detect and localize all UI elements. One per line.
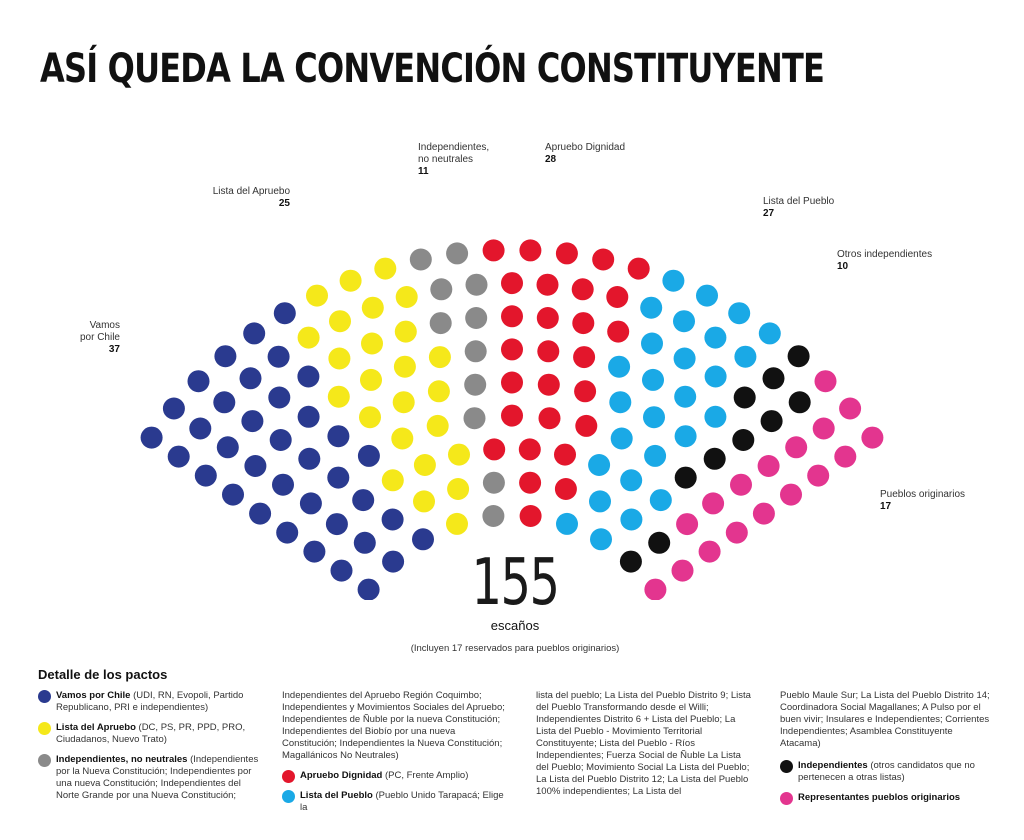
seat-pueblos-originarios	[861, 427, 883, 449]
seat-lista-del-apruebo	[414, 454, 436, 476]
seat-independientes-no-neutrales	[465, 307, 487, 329]
seat-vamos-por-chile	[327, 425, 349, 447]
seat-apruebo-dignidad	[537, 274, 559, 296]
seat-lista-del-pueblo	[642, 369, 664, 391]
seat-apruebo-dignidad	[556, 242, 578, 264]
legend-item	[38, 690, 260, 714]
legend-swatch	[38, 690, 51, 703]
legend-item-name: Lista del Pueblo	[300, 790, 373, 801]
seat-vamos-por-chile	[303, 541, 325, 563]
seat-vamos-por-chile	[298, 406, 320, 428]
legend-column-1	[38, 690, 260, 810]
group-label-count: 27	[763, 208, 775, 219]
seat-lista-del-apruebo	[382, 469, 404, 491]
seat-independientes-no-neutrales	[464, 374, 486, 396]
group-label-count: 10	[837, 261, 849, 272]
group-label-4	[545, 142, 685, 166]
legend-swatch	[282, 770, 295, 783]
seat-independientes-no-neutrales	[446, 242, 468, 264]
seat-vamos-por-chile	[217, 436, 239, 458]
seat-pueblos-originarios	[672, 560, 694, 582]
seat-independientes-no-neutrales	[464, 407, 486, 429]
legend-item-desc: (Pueblo Unido Tarapacá; Elige la	[300, 790, 504, 813]
group-label-text: Otros independientes	[837, 249, 933, 260]
seat-lista-del-apruebo	[429, 346, 451, 368]
seat-lista-del-pueblo	[696, 285, 718, 307]
legend-swatch	[780, 792, 793, 805]
seat-otros-independientes	[675, 467, 697, 489]
seat-vamos-por-chile	[240, 367, 262, 389]
seat-vamos-por-chile	[352, 489, 374, 511]
seat-pueblos-originarios	[834, 446, 856, 468]
total-seats-number: 155	[471, 546, 559, 620]
seat-lista-del-pueblo	[590, 528, 612, 550]
seat-apruebo-dignidad	[537, 340, 559, 362]
group-label-count: 11	[418, 166, 429, 177]
seat-vamos-por-chile	[300, 492, 322, 514]
group-label-text: Pueblos originarios	[880, 489, 966, 500]
legend-swatch	[38, 754, 51, 767]
seat-otros-independientes	[789, 391, 811, 413]
group-label-text: Vamos	[89, 320, 120, 331]
seat-lista-del-apruebo	[391, 428, 413, 450]
seat-lista-del-pueblo	[662, 270, 684, 292]
seat-vamos-por-chile	[276, 522, 298, 544]
group-label-text: por Chile	[79, 332, 120, 343]
legend-item-name: Independientes, no neutrales	[56, 754, 188, 765]
seat-lista-del-pueblo	[641, 333, 663, 355]
group-label-count: 25	[278, 198, 290, 209]
total-seats	[455, 548, 575, 633]
seat-lista-del-apruebo	[394, 356, 416, 378]
legend-swatch	[282, 790, 295, 803]
seat-otros-independientes	[732, 429, 754, 451]
legend-text: Pueblo Maule Sur; La Lista del Pueblo Distrito 14; Coordinadora Social Magallanes; A Pulso por el buen vivir; Insulares e Independientes; Corrientes Independientes; Asamblea Constituyente Atacama)	[780, 690, 990, 749]
group-label-text: Lista del Pueblo	[763, 196, 835, 207]
legend-item-desc: (UDI, RN, Evopoli, Partido Republicano, PRI e independientes)	[56, 690, 244, 713]
group-label-3	[418, 142, 538, 178]
seat-otros-independientes	[704, 448, 726, 470]
seat-lista-del-pueblo	[608, 356, 630, 378]
seat-apruebo-dignidad	[592, 249, 614, 271]
seat-vamos-por-chile	[270, 429, 292, 451]
legend-item	[38, 754, 260, 802]
legend-swatch	[780, 760, 793, 773]
seat-lista-del-pueblo	[674, 348, 696, 370]
legend-item	[282, 770, 512, 782]
group-label-count: 17	[880, 501, 892, 512]
group-label-text: no neutrales	[418, 154, 474, 165]
seat-apruebo-dignidad	[573, 346, 595, 368]
legend-text: lista del pueblo; La Lista del Pueblo Distrito 9; Lista del Pueblo Transformando desde el Willi; Independientes Distrito 6 + Lista del Pueblo; La Lista del Pueblo - Movimiento Territorial Constituyente; Lista del Pueblo - Ríos Independientes; Fuerza Social de Ñuble La Lista del Pueblo; Movimiento Social La Lista del Pueblo; La Lista del Pueblo Distrito 12; La Lista del Pueblo 100% independientes; La Lista del	[536, 690, 751, 797]
legend-item-name: Independientes	[798, 760, 868, 771]
seat-vamos-por-chile	[358, 445, 380, 467]
seat-lista-del-apruebo	[359, 406, 381, 428]
seat-pueblos-originarios	[839, 398, 861, 420]
seat-apruebo-dignidad	[572, 278, 594, 300]
seat-apruebo-dignidad	[575, 415, 597, 437]
seat-apruebo-dignidad	[519, 438, 541, 460]
seat-lista-del-apruebo	[448, 444, 470, 466]
seat-pueblos-originarios	[807, 465, 829, 487]
group-label-2	[150, 186, 290, 210]
seat-lista-del-apruebo	[306, 285, 328, 307]
seat-apruebo-dignidad	[483, 239, 505, 261]
seat-independientes-no-neutrales	[430, 312, 452, 334]
seat-apruebo-dignidad	[539, 407, 561, 429]
legend-item-desc: (otros candidatos que no pertenecen a otras listas)	[798, 760, 975, 783]
seat-lista-del-pueblo	[611, 428, 633, 450]
group-label-5	[763, 196, 903, 220]
seat-apruebo-dignidad	[501, 405, 523, 427]
total-seats-unit: escaños	[490, 618, 540, 633]
seat-lista-del-pueblo	[620, 509, 642, 531]
seat-vamos-por-chile	[412, 528, 434, 550]
seat-vamos-por-chile	[195, 465, 217, 487]
seat-lista-del-apruebo	[427, 415, 449, 437]
seat-independientes-no-neutrales	[482, 505, 504, 527]
total-seats-note: (Incluyen 17 reservados para pueblos originarios)	[410, 643, 620, 654]
seat-vamos-por-chile	[168, 446, 190, 468]
seat-lista-del-pueblo	[620, 469, 642, 491]
legend-item-name: Apruebo Dignidad	[300, 770, 383, 781]
seat-otros-independientes	[734, 387, 756, 409]
seat-pueblos-originarios	[753, 503, 775, 525]
seat-pueblos-originarios	[702, 492, 724, 514]
seat-lista-del-apruebo	[374, 258, 396, 280]
seat-pueblos-originarios	[730, 474, 752, 496]
seat-pueblos-originarios	[676, 513, 698, 535]
seat-vamos-por-chile	[241, 410, 263, 432]
legend-item-name: Lista del Apruebo	[56, 722, 136, 733]
seat-vamos-por-chile	[382, 551, 404, 573]
legend-item-desc: (DC, PS, PR, PPD, PRO, Ciudadanos, Nuevo Trato)	[56, 722, 246, 745]
seat-vamos-por-chile	[274, 302, 296, 324]
seat-vamos-por-chile	[297, 366, 319, 388]
group-label-6	[837, 249, 997, 273]
seat-apruebo-dignidad	[501, 272, 523, 294]
legend-item	[38, 722, 260, 746]
seat-lista-del-pueblo	[643, 406, 665, 428]
seat-lista-del-apruebo	[446, 513, 468, 535]
group-label-text: Lista del Apruebo	[212, 186, 290, 197]
seat-lista-del-apruebo	[340, 270, 362, 292]
seat-lista-del-apruebo	[428, 380, 450, 402]
seat-vamos-por-chile	[222, 484, 244, 506]
legend-item-desc: (Independientes por la Nueva Constitución; Independientes por una nueva Constitución; Independientes del Norte Grande por una Nueva Constitución;	[56, 754, 259, 801]
seat-lista-del-apruebo	[328, 386, 350, 408]
group-label-1	[40, 320, 120, 356]
seat-apruebo-dignidad	[574, 380, 596, 402]
seat-vamos-por-chile	[327, 467, 349, 489]
seat-lista-del-apruebo	[362, 297, 384, 319]
seat-independientes-no-neutrales	[430, 278, 452, 300]
seat-vamos-por-chile	[244, 455, 266, 477]
group-label-7	[880, 489, 1020, 513]
seat-apruebo-dignidad	[537, 307, 559, 329]
seat-apruebo-dignidad	[554, 444, 576, 466]
seat-pueblos-originarios	[813, 418, 835, 440]
seat-apruebo-dignidad	[538, 374, 560, 396]
seat-pueblos-originarios	[726, 522, 748, 544]
legend-column-4	[780, 690, 995, 812]
seat-lista-del-apruebo	[298, 327, 320, 349]
seat-vamos-por-chile	[272, 474, 294, 496]
seat-vamos-por-chile	[214, 345, 236, 367]
seat-otros-independientes	[648, 532, 670, 554]
seat-vamos-por-chile	[163, 398, 185, 420]
seat-vamos-por-chile	[326, 513, 348, 535]
seat-vamos-por-chile	[382, 509, 404, 531]
legend-item-name: Vamos por Chile	[56, 690, 131, 701]
page-title: ASÍ QUEDA LA CONVENCIÓN CONSTITUYENTE	[40, 46, 825, 92]
seat-vamos-por-chile	[354, 532, 376, 554]
seat-apruebo-dignidad	[519, 472, 541, 494]
seat-independientes-no-neutrales	[410, 249, 432, 271]
seat-otros-independientes	[761, 410, 783, 432]
legend-item-name: Representantes pueblos originarios	[798, 792, 961, 803]
seat-apruebo-dignidad	[520, 505, 542, 527]
seat-vamos-por-chile	[268, 387, 290, 409]
seat-vamos-por-chile	[243, 322, 265, 344]
seat-lista-del-apruebo	[396, 286, 418, 308]
seat-vamos-por-chile	[268, 346, 290, 368]
group-label-count: 37	[108, 344, 120, 355]
seat-pueblos-originarios	[644, 579, 666, 600]
seat-apruebo-dignidad	[628, 258, 650, 280]
seat-lista-del-pueblo	[759, 322, 781, 344]
legend-column-3	[536, 690, 756, 798]
legend-item-desc: (PC, Frente Amplio)	[382, 770, 469, 781]
group-label-count: 28	[545, 154, 557, 165]
seat-apruebo-dignidad	[483, 438, 505, 460]
seat-lista-del-pueblo	[704, 327, 726, 349]
seat-apruebo-dignidad	[606, 286, 628, 308]
legend-item	[780, 760, 995, 784]
seat-otros-independientes	[763, 367, 785, 389]
seat-independientes-no-neutrales	[466, 274, 488, 296]
seat-pueblos-originarios	[780, 484, 802, 506]
legend-text: Independientes del Apruebo Región Coquimbo; Independientes y Movimientos Sociales del Apruebo; Independientes de Ñuble por la nueva Constitución; Independientes del Biobío por una nueva Constitución; Independientes la Nueva Constitución; Magallánicos No Neutrales)	[282, 690, 505, 761]
seat-lista-del-apruebo	[413, 490, 435, 512]
seat-vamos-por-chile	[141, 427, 163, 449]
seat-apruebo-dignidad	[519, 239, 541, 261]
seat-pueblos-originarios	[758, 455, 780, 477]
seat-vamos-por-chile	[331, 560, 353, 582]
seat-vamos-por-chile	[298, 448, 320, 470]
seat-otros-independientes	[788, 345, 810, 367]
seat-lista-del-apruebo	[395, 321, 417, 343]
seat-independientes-no-neutrales	[465, 340, 487, 362]
seat-lista-del-pueblo	[609, 391, 631, 413]
group-label-text: Independientes,	[418, 142, 490, 153]
seat-lista-del-apruebo	[360, 369, 382, 391]
seat-lista-del-pueblo	[640, 297, 662, 319]
seat-lista-del-pueblo	[673, 310, 695, 332]
legend-item	[780, 792, 995, 804]
seat-lista-del-pueblo	[734, 346, 756, 368]
seat-lista-del-pueblo	[589, 490, 611, 512]
group-label-text: Apruebo Dignidad	[545, 142, 626, 153]
seat-lista-del-apruebo	[329, 310, 351, 332]
seat-lista-del-apruebo	[328, 348, 350, 370]
seat-lista-del-pueblo	[674, 386, 696, 408]
seat-apruebo-dignidad	[501, 305, 523, 327]
seat-pueblos-originarios	[815, 370, 837, 392]
seat-apruebo-dignidad	[555, 478, 577, 500]
seat-lista-del-pueblo	[556, 513, 578, 535]
seat-lista-del-pueblo	[675, 425, 697, 447]
seat-lista-del-apruebo	[361, 333, 383, 355]
seat-vamos-por-chile	[188, 370, 210, 392]
seat-apruebo-dignidad	[501, 372, 523, 394]
legend-swatch	[38, 722, 51, 735]
seat-lista-del-pueblo	[644, 445, 666, 467]
seat-lista-del-apruebo	[447, 478, 469, 500]
seat-pueblos-originarios	[785, 436, 807, 458]
legend-column-2	[282, 690, 512, 822]
legend-title: Detalle de los pactos	[38, 667, 168, 682]
seat-vamos-por-chile	[249, 503, 271, 525]
legend-item	[282, 790, 512, 814]
seat-apruebo-dignidad	[501, 338, 523, 360]
seat-lista-del-pueblo	[728, 302, 750, 324]
seat-pueblos-originarios	[699, 541, 721, 563]
seat-lista-del-pueblo	[704, 406, 726, 428]
seat-lista-del-apruebo	[393, 391, 415, 413]
seat-apruebo-dignidad	[572, 312, 594, 334]
seat-vamos-por-chile	[189, 418, 211, 440]
seat-independientes-no-neutrales	[483, 472, 505, 494]
seat-apruebo-dignidad	[607, 321, 629, 343]
seat-vamos-por-chile	[358, 579, 380, 600]
seat-lista-del-pueblo	[650, 489, 672, 511]
seat-vamos-por-chile	[213, 391, 235, 413]
seat-otros-independientes	[620, 551, 642, 573]
seat-lista-del-pueblo	[588, 454, 610, 476]
seat-lista-del-pueblo	[705, 366, 727, 388]
